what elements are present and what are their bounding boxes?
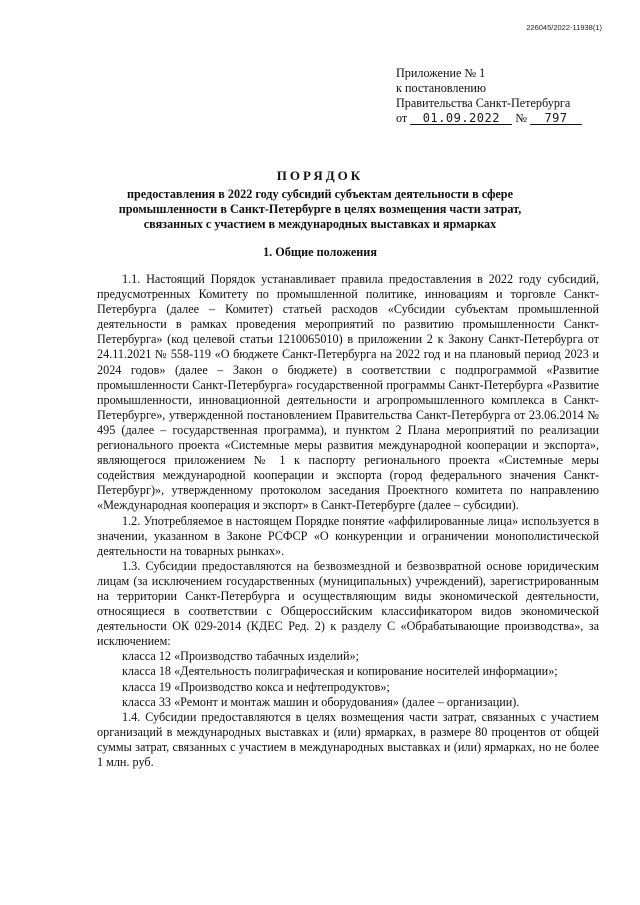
paragraph-1-1: 1.1. Настоящий Порядок устанавливает правила предоставления в 2022 году субсидий, предусмотренных Комитету по промышленной политике, инновациям и торговле Санкт-Петербурга (далее – Комитет) статьей расходов «Субсидии субъектам промышленной деятельности в рамках проведения мероприятий по развитию промышленности Санкт-Петербурга» (код целевой статьи 1210065010) в приложении 2 к Закону Санкт-Петербурга от 24.11.2021 № 558-119 «О бюджете Санкт-Петербурга на 2022 год и на плановый период 2023 и 2024 годов» (далее – Закон о бюджете) в соответствии с подпрограммой «Развитие промышленности Санкт-Петербурга» государственной программы Санкт-Петербурга «Развитие промышленности, инновационной деятельности и агропромышленного комплекса в Санкт-Петербурге», утвержденной постановлением Правительства Санкт-Петербурга от 23.06.2014 № 495 (далее – государственная программа), и пунктом 2 Плана мероприятий по реализации регионального проекта «Системные меры развития международной кооперации и экспорта», являющегося приложением № 1 к паспорту регионального проекта «Системные меры содействия международной кооперации и экспорта (город федерального значения Санкт-Петербург)», утвержденному протоколом заседания Проектного комитета по направлению «Международная кооперация и экспорт» в Санкт-Петербурге (далее – субсидии).	[97, 272, 599, 513]
paragraph-1-4: 1.4. Субсидии предоставляются в целях возмещения части затрат, связанных с участием организаций в международных выставках и (или) ярмарках, в размере 80 процентов от общей суммы затрат, связанных с участием в международных выставках и (или) ярмарках, но не более 1 млн. руб.	[97, 709, 599, 769]
document-body	[97, 272, 599, 770]
exclusion-class-19: класса 19 «Производство кокса и нефтепродуктов»;	[122, 679, 390, 694]
appendix-line-1: Приложение № 1	[396, 66, 486, 80]
paragraph-1-3: 1.3. Субсидии предоставляются на безвозмездной и безвозвратной основе юридическим лицам (за исключением государственных (муниципальных) учреждений), зарегистрированным на территории Санкт-Петербурга и осуществляющим виды экономической деятельности, относящиеся в соответствии с Общероссийским классификатором видов экономической деятельности ОК 029-2014 (КДЕС Ред. 2) к разделу С «Обрабатывающие производства», за исключением:	[97, 558, 599, 649]
paragraph-1-2: 1.2. Употребляемое в настоящем Порядке понятие «аффилированные лица» используется в значении, указанном в Законе РСФСР «О конкуренции и ограничении монополистической деятельности на товарных рынках».	[97, 513, 599, 558]
decree-number: 797	[530, 112, 582, 125]
exclusion-class-12: класса 12 «Производство табачных изделий»;	[122, 649, 359, 664]
appendix-date-line	[396, 111, 582, 126]
appendix-line-2: к постановлению	[396, 81, 487, 95]
section-heading: 1. Общие положения	[263, 245, 377, 259]
number-prefix: №	[515, 111, 527, 125]
date-prefix: от	[396, 111, 408, 125]
appendix-line-3: Правительства Санкт-Петербурга	[396, 96, 571, 110]
decree-date: 01.09.2022	[410, 112, 512, 125]
document-registration-number: 226045/2022-11938(1)	[526, 23, 602, 32]
appendix-block	[396, 66, 582, 126]
exclusion-class-18: класса 18 «Деятельность полиграфическая и копирование носителей информации»;	[122, 664, 558, 679]
exclusion-class-33: класса 33 «Ремонт и монтаж машин и оборудования» (далее – организации).	[122, 694, 520, 709]
document-title: ПОРЯДОК	[276, 168, 364, 183]
document-subtitle: предоставления в 2022 году субсидий субъектам деятельности в сфере промышленности в Санкт-Петербурге в целях возмещения части затрат, связанных с участием в международных выставках и ярмарках	[118, 187, 522, 231]
